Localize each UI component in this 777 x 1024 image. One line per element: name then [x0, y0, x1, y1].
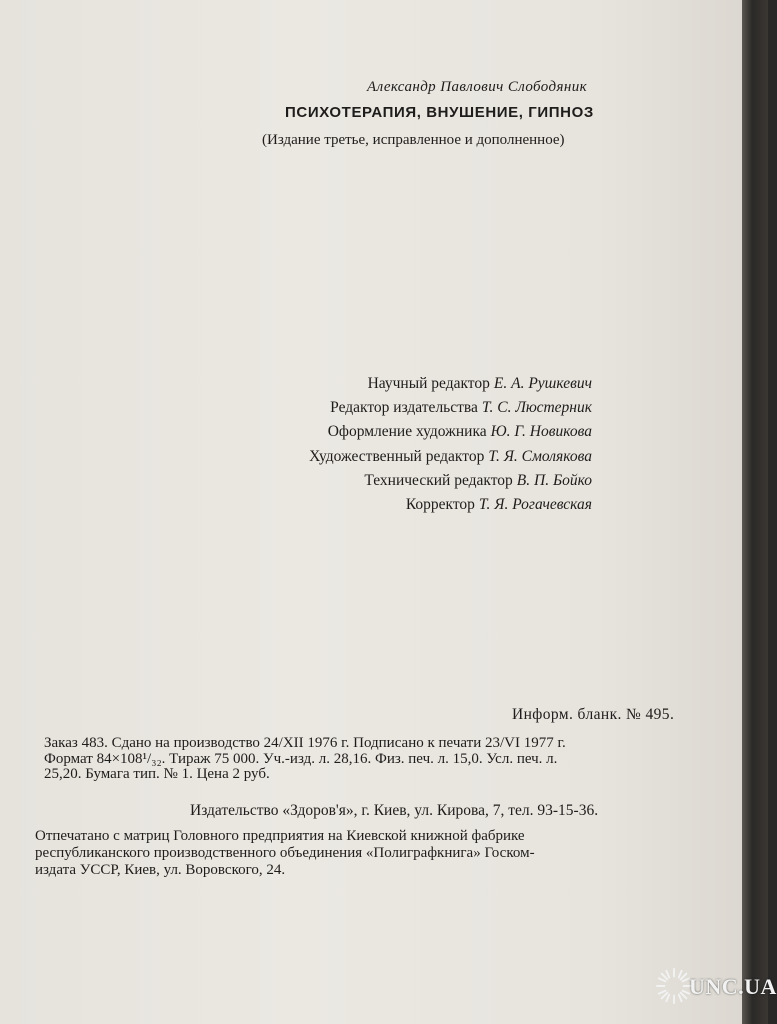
credit-name: В. П. Бойко	[516, 471, 592, 489]
publisher-line: Издательство «Здоров'я», г. Киев, ул. Кирова, 7, тел. 93-15-36.	[190, 802, 599, 819]
credit-name: Т. С. Люстерник	[481, 399, 592, 417]
author-name: Александр Павлович Слободяник	[367, 79, 588, 95]
credits-list	[309, 372, 592, 517]
credit-name: Т. Я. Рогачевская	[478, 495, 592, 513]
credit-line	[309, 396, 592, 420]
book-title: ПСИХОТЕРАПИЯ, ВНУШЕНИЕ, ГИПНОЗ	[285, 104, 594, 121]
imprint-line: Заказ 483. Сдано на производство 24/XII 1976 г. Подписано к печати 23/VI 1977 г.	[44, 735, 566, 751]
credit-line	[309, 493, 592, 517]
credit-role: Художественный редактор	[309, 447, 485, 465]
credit-name: Е. А. Рушкевич	[493, 375, 592, 392]
credit-line	[309, 469, 592, 493]
credit-line	[309, 372, 592, 396]
credit-role: Технический редактор	[364, 471, 513, 489]
printer-line: Отпечатано с матриц Головного предприятия на Киевской книжной фабрике	[35, 828, 525, 844]
imprint-line: 25,20. Бумага тип. № 1. Цена 2 руб.	[44, 766, 270, 782]
credit-name: Т. Я. Смолякова	[488, 447, 592, 465]
imprint-block	[44, 736, 730, 783]
edition-note: (Издание третье, исправленное и дополненное)	[262, 132, 565, 148]
credit-line	[309, 420, 592, 444]
credit-role: Редактор издательства	[330, 399, 478, 417]
watermark	[655, 965, 777, 1011]
printer-block	[35, 828, 735, 879]
credit-name: Ю. Г. Новикова	[490, 423, 592, 441]
credit-line	[309, 445, 592, 469]
credit-role: Оформление художника	[327, 423, 487, 441]
imprint-line: Формат 84×108¹/₃₂. Тираж 75 000. Уч.-изд. л. 28,16. Физ. печ. л. 15,0. Усл. печ. л.	[44, 750, 558, 767]
page-edge	[742, 0, 768, 1024]
sunburst-logo-icon	[655, 967, 693, 1005]
credit-role: Научный редактор	[367, 375, 490, 392]
watermark-text: UNC.UA	[689, 974, 777, 999]
printer-line: республиканского производственного объединения «Полиграфкнига» Госком-	[35, 845, 535, 861]
credit-role: Корректор	[405, 495, 475, 513]
inform-blank: Информ. бланк. № 495.	[512, 706, 675, 723]
printer-line: издата УССР, Киев, ул. Воровского, 24.	[35, 862, 286, 878]
